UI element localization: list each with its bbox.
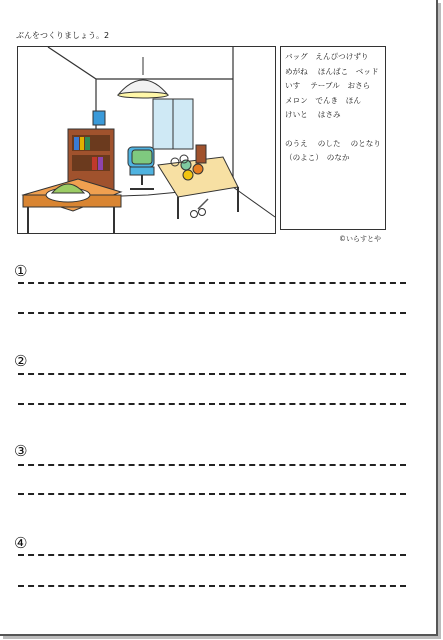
answer-line-2a[interactable] [18,373,406,375]
word-bank-line: バッグ えんぴつけずり [285,52,369,61]
answer-line-3a[interactable] [18,464,406,466]
answer-line-1b[interactable] [18,312,406,314]
room-drawing [18,47,275,233]
word-bank-line: メロン でんき ほん [285,95,361,105]
word-bank-line: けいと はさみ [285,110,341,119]
illustration-credit: ©いらすとや [339,235,381,243]
worksheet-title: ぶんをつくりましょう。2 [16,31,110,40]
question-1-number: ① [14,262,28,280]
answer-line-4a[interactable] [18,554,406,556]
answer-line-2b[interactable] [18,403,406,405]
word-bank-line: いす テーブル おさら [285,81,371,90]
answer-line-3b[interactable] [18,493,406,495]
room-illustration [17,46,276,234]
position-word-line: のうえ のした のとなり [285,138,381,148]
question-4-number: ④ [14,534,28,552]
answer-line-4b[interactable] [18,585,406,587]
question-2-number: ② [14,352,28,370]
word-bank-line: めがね ほんばこ ベッド [285,66,379,76]
position-word-line: （のよこ） のなか [285,153,350,162]
question-3-number: ③ [14,442,28,460]
answer-line-1a[interactable] [18,282,406,284]
word-bank [280,46,386,230]
